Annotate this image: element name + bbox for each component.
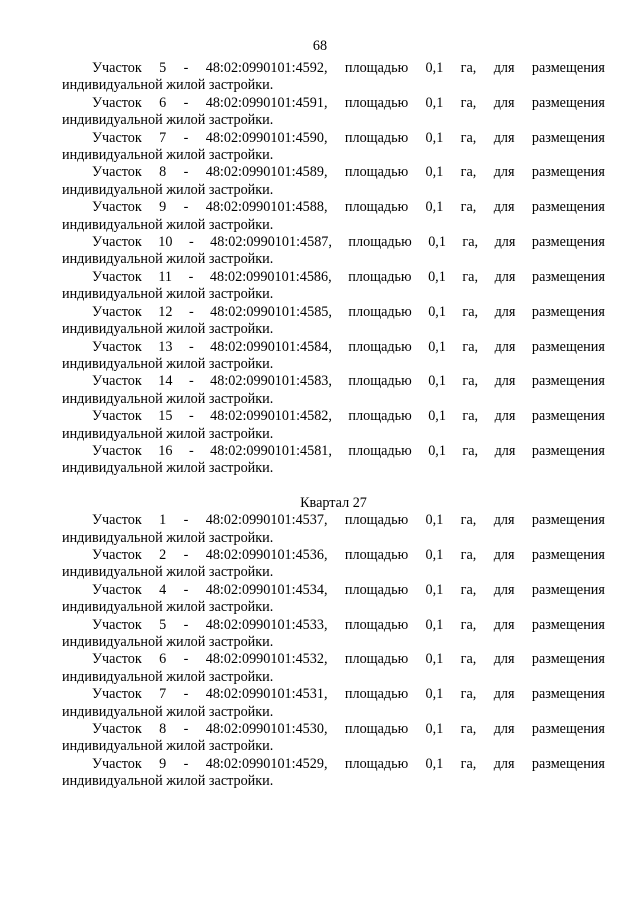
dash: - — [188, 373, 194, 390]
plot-entry-line-2: индивидуальной жилой застройки. — [62, 147, 274, 164]
dash: - — [183, 616, 189, 633]
for-word: для — [494, 408, 516, 425]
plot-number: 2 — [159, 546, 167, 563]
plot-entry-line-2: индивидуальной жилой застройки. — [62, 181, 274, 198]
placement-word: размещения — [531, 234, 605, 251]
placement-word: размещения — [531, 512, 605, 529]
plot-number: 11 — [158, 268, 173, 285]
dash: - — [183, 199, 189, 216]
plot-number: 15 — [158, 408, 173, 425]
plot-entry-line-1 — [62, 443, 605, 460]
placement-word: размещения — [531, 546, 605, 563]
plot-number: 5 — [159, 616, 167, 633]
for-word: для — [493, 129, 515, 146]
area-word: площадью — [344, 546, 409, 563]
area-word: площадью — [348, 373, 412, 390]
area-value: 0,1 — [425, 651, 444, 668]
cadastral-number: 48:02:0990101:4588, — [205, 199, 328, 216]
for-word: для — [494, 442, 516, 459]
plot-entry-line-1 — [62, 512, 605, 529]
dash: - — [183, 721, 189, 738]
plot-entry-line-2: индивидуальной жилой застройки. — [62, 355, 274, 372]
plot-entry — [62, 130, 605, 165]
plot-entry — [62, 512, 605, 547]
area-unit: га, — [460, 651, 477, 668]
plot-entry — [62, 686, 605, 721]
area-value: 0,1 — [428, 442, 446, 459]
for-word: для — [493, 616, 515, 633]
dash: - — [188, 442, 194, 459]
dash: - — [188, 268, 194, 285]
dash: - — [188, 408, 194, 425]
cadastral-number: 48:02:0990101:4586, — [209, 268, 332, 285]
plot-entry-line-1 — [62, 582, 605, 599]
plot-entry — [62, 617, 605, 652]
plot-word: Участок — [92, 546, 142, 563]
area-unit: га, — [460, 129, 477, 146]
area-unit: га, — [460, 546, 477, 563]
area-value: 0,1 — [428, 234, 446, 251]
plot-entry — [62, 756, 605, 791]
placement-word: размещения — [531, 755, 605, 772]
plot-entry-line-1 — [62, 95, 605, 112]
cadastral-number: 48:02:0990101:4581, — [210, 442, 332, 459]
area-word: площадью — [344, 60, 409, 76]
area-word: площадью — [344, 581, 409, 598]
plot-word: Участок — [92, 303, 142, 320]
placement-word: размещения — [531, 721, 605, 738]
dash: - — [188, 234, 194, 251]
cadastral-number: 48:02:0990101:4590, — [205, 129, 328, 146]
placement-word: размещения — [531, 303, 605, 320]
plot-word: Участок — [92, 442, 142, 459]
plot-number: 7 — [159, 129, 167, 146]
placement-word: размещения — [531, 651, 605, 668]
plot-entry-line-2: индивидуальной жилой застройки. — [62, 703, 274, 720]
area-word: площадью — [344, 164, 409, 181]
plot-entry-line-2: индивидуальной жилой застройки. — [62, 738, 274, 755]
placement-word: размещения — [531, 686, 605, 703]
cadastral-number: 48:02:0990101:4534, — [205, 581, 328, 598]
cadastral-number: 48:02:0990101:4591, — [205, 94, 328, 111]
area-unit: га, — [460, 755, 477, 772]
plot-entry-line-1 — [62, 164, 605, 181]
area-word: площадью — [344, 199, 409, 216]
for-word: для — [494, 373, 516, 390]
placement-word: размещения — [531, 164, 605, 181]
placement-word: размещения — [531, 338, 605, 355]
plot-word: Участок — [92, 512, 142, 529]
cadastral-number: 48:02:0990101:4582, — [210, 408, 332, 425]
plot-list-block-2 — [62, 512, 605, 791]
plot-entry — [62, 651, 605, 686]
area-unit: га, — [462, 373, 479, 390]
plot-entry-line-1 — [62, 547, 605, 564]
plot-number: 14 — [158, 373, 173, 390]
for-word: для — [494, 268, 516, 285]
area-value: 0,1 — [425, 60, 444, 76]
plot-entry — [62, 164, 605, 199]
cadastral-number: 48:02:0990101:4592, — [205, 60, 328, 76]
area-value: 0,1 — [428, 373, 446, 390]
plot-entry — [62, 408, 605, 443]
area-unit: га, — [460, 60, 477, 76]
cadastral-number: 48:02:0990101:4537, — [205, 512, 328, 529]
area-value: 0,1 — [425, 199, 444, 216]
plot-word: Участок — [92, 94, 142, 111]
plot-entry — [62, 339, 605, 374]
plot-entry — [62, 547, 605, 582]
area-value: 0,1 — [425, 686, 444, 703]
plot-number: 9 — [159, 755, 167, 772]
plot-number: 12 — [158, 303, 173, 320]
for-word: для — [493, 651, 515, 668]
document-body — [62, 60, 605, 791]
area-value: 0,1 — [425, 164, 444, 181]
plot-entry — [62, 721, 605, 756]
area-value: 0,1 — [425, 94, 444, 111]
area-unit: га, — [460, 94, 477, 111]
area-word: площадью — [344, 686, 409, 703]
plot-entry-line-1 — [62, 130, 605, 147]
dash: - — [188, 303, 194, 320]
area-value: 0,1 — [425, 721, 444, 738]
area-unit: га, — [462, 408, 479, 425]
plot-entry — [62, 95, 605, 130]
plot-number: 7 — [159, 686, 167, 703]
cadastral-number: 48:02:0990101:4531, — [205, 686, 328, 703]
cadastral-number: 48:02:0990101:4536, — [205, 546, 328, 563]
dash: - — [188, 338, 194, 355]
plot-word: Участок — [92, 581, 142, 598]
plot-entry-line-2: индивидуальной жилой застройки. — [62, 773, 274, 790]
plot-entry-line-1 — [62, 686, 605, 703]
plot-number: 4 — [159, 581, 167, 598]
area-word: площадью — [348, 408, 412, 425]
plot-entry — [62, 373, 605, 408]
for-word: для — [493, 512, 515, 529]
plot-entry — [62, 234, 605, 269]
cadastral-number: 48:02:0990101:4533, — [205, 616, 328, 633]
for-word: для — [494, 234, 516, 251]
plot-word: Участок — [92, 338, 142, 355]
plot-number: 9 — [159, 199, 167, 216]
for-word: для — [493, 199, 515, 216]
plot-entry-line-2: индивидуальной жилой застройки. — [62, 529, 274, 546]
plot-entry — [62, 582, 605, 617]
plot-word: Участок — [92, 616, 142, 633]
plot-entry-line-2: индивидуальной жилой застройки. — [62, 425, 274, 442]
area-word: площадью — [344, 94, 409, 111]
placement-word: размещения — [531, 60, 605, 76]
area-unit: га, — [460, 199, 477, 216]
cadastral-number: 48:02:0990101:4529, — [205, 755, 328, 772]
for-word: для — [493, 60, 515, 76]
dash: - — [183, 129, 189, 146]
plot-entry-line-2: индивидуальной жилой застройки. — [62, 390, 274, 407]
plot-entry — [62, 269, 605, 304]
dash: - — [183, 546, 189, 563]
for-word: для — [493, 546, 515, 563]
plot-number: 1 — [159, 512, 167, 529]
for-word: для — [494, 303, 516, 320]
placement-word: размещения — [531, 268, 605, 285]
area-word: площадью — [348, 442, 412, 459]
plot-number: 13 — [158, 338, 173, 355]
area-value: 0,1 — [428, 268, 446, 285]
plot-word: Участок — [92, 164, 142, 181]
plot-entry-line-1 — [62, 756, 605, 773]
cadastral-number: 48:02:0990101:4532, — [205, 651, 328, 668]
plot-word: Участок — [92, 651, 142, 668]
area-value: 0,1 — [428, 303, 446, 320]
for-word: для — [493, 755, 515, 772]
plot-number: 10 — [158, 234, 173, 251]
area-value: 0,1 — [425, 581, 444, 598]
plot-entry — [62, 443, 605, 478]
area-value: 0,1 — [425, 512, 444, 529]
plot-entry-line-2: индивидуальной жилой застройки. — [62, 460, 274, 477]
plot-number: 8 — [159, 164, 167, 181]
for-word: для — [493, 94, 515, 111]
for-word: для — [493, 581, 515, 598]
area-unit: га, — [462, 338, 479, 355]
dash: - — [183, 94, 189, 111]
plot-entry-line-1 — [62, 408, 605, 425]
plot-entry-line-2: индивидуальной жилой застройки. — [62, 286, 274, 303]
area-unit: га, — [460, 686, 477, 703]
placement-word: размещения — [531, 94, 605, 111]
area-unit: га, — [462, 268, 479, 285]
plot-word: Участок — [92, 686, 142, 703]
area-value: 0,1 — [428, 338, 446, 355]
plot-entry-line-1 — [62, 721, 605, 738]
plot-number: 16 — [158, 442, 173, 459]
plot-entry-line-1 — [62, 60, 605, 77]
area-unit: га, — [460, 721, 477, 738]
plot-word: Участок — [92, 721, 142, 738]
area-word: площадью — [348, 234, 412, 251]
dash: - — [183, 651, 189, 668]
section-spacer — [62, 478, 605, 495]
plot-word: Участок — [92, 373, 142, 390]
area-word: площадью — [344, 129, 409, 146]
plot-entry-line-1 — [62, 234, 605, 251]
cadastral-number: 48:02:0990101:4589, — [205, 164, 328, 181]
plot-entry-line-1 — [62, 617, 605, 634]
placement-word: размещения — [531, 616, 605, 633]
plot-word: Участок — [92, 268, 142, 285]
placement-word: размещения — [531, 373, 605, 390]
area-value: 0,1 — [425, 755, 444, 772]
cadastral-number: 48:02:0990101:4583, — [210, 373, 332, 390]
plot-entry — [62, 199, 605, 234]
plot-entry-line-2: индивидуальной жилой застройки. — [62, 321, 274, 338]
cadastral-number: 48:02:0990101:4587, — [210, 234, 332, 251]
area-word: площадью — [344, 651, 409, 668]
area-unit: га, — [460, 581, 477, 598]
plot-entry-line-1 — [62, 304, 605, 321]
plot-entry-line-1 — [62, 373, 605, 390]
area-value: 0,1 — [425, 546, 444, 563]
area-word: площадью — [348, 303, 412, 320]
area-unit: га, — [462, 442, 479, 459]
page-number: 68 — [312, 38, 328, 54]
plot-entry-line-2: индивидуальной жилой застройки. — [62, 251, 274, 268]
dash: - — [183, 60, 189, 76]
plot-entry-line-1 — [62, 269, 605, 286]
plot-entry-line-2: индивидуальной жилой застройки. — [62, 77, 274, 94]
for-word: для — [493, 686, 515, 703]
plot-number: 8 — [159, 721, 167, 738]
placement-word: размещения — [531, 199, 605, 216]
plot-number: 6 — [159, 651, 167, 668]
area-word: площадью — [344, 616, 409, 633]
plot-entry-line-2: индивидуальной жилой застройки. — [62, 216, 274, 233]
plot-word: Участок — [92, 60, 142, 76]
placement-word: размещения — [531, 581, 605, 598]
for-word: для — [493, 721, 515, 738]
plot-word: Участок — [92, 234, 142, 251]
plot-entry-line-1 — [62, 199, 605, 216]
dash: - — [183, 755, 189, 772]
section-title-kvartal-27: Квартал 27 — [300, 494, 367, 511]
plot-entry-line-2: индивидуальной жилой застройки. — [62, 112, 274, 129]
plot-entry-line-2: индивидуальной жилой застройки. — [62, 599, 274, 616]
dash: - — [183, 512, 189, 529]
area-unit: га, — [460, 512, 477, 529]
area-unit: га, — [462, 234, 479, 251]
dash: - — [183, 164, 189, 181]
area-value: 0,1 — [428, 408, 446, 425]
cadastral-number: 48:02:0990101:4530, — [205, 721, 328, 738]
area-unit: га, — [462, 303, 479, 320]
area-word: площадью — [344, 512, 409, 529]
plot-entry-line-2: индивидуальной жилой застройки. — [62, 634, 274, 650]
plot-word: Участок — [92, 129, 142, 146]
placement-word: размещения — [531, 408, 605, 425]
area-value: 0,1 — [425, 129, 444, 146]
cadastral-number: 48:02:0990101:4585, — [210, 303, 332, 320]
plot-entry-line-2: индивидуальной жилой застройки. — [62, 668, 274, 685]
dash: - — [183, 686, 189, 703]
plot-entry-line-2: индивидуальной жилой застройки. — [62, 564, 274, 581]
for-word: для — [493, 164, 515, 181]
plot-number: 5 — [159, 60, 167, 76]
plot-word: Участок — [92, 755, 142, 772]
dash: - — [183, 581, 189, 598]
for-word: для — [494, 338, 516, 355]
plot-entry-line-1 — [62, 651, 605, 668]
plot-list-block-1 — [62, 60, 605, 478]
plot-entry — [62, 304, 605, 339]
plot-entry — [62, 60, 605, 95]
plot-word: Участок — [92, 408, 142, 425]
placement-word: размещения — [531, 129, 605, 146]
area-unit: га, — [460, 616, 477, 633]
area-value: 0,1 — [425, 616, 444, 633]
area-word: площадью — [348, 338, 412, 355]
cadastral-number: 48:02:0990101:4584, — [210, 338, 332, 355]
area-word: площадью — [344, 755, 409, 772]
area-word: площадью — [344, 721, 409, 738]
area-word: площадью — [348, 268, 412, 285]
area-unit: га, — [460, 164, 477, 181]
plot-number: 6 — [159, 94, 167, 111]
plot-word: Участок — [92, 199, 142, 216]
plot-entry-line-1 — [62, 339, 605, 356]
placement-word: размещения — [531, 442, 605, 459]
